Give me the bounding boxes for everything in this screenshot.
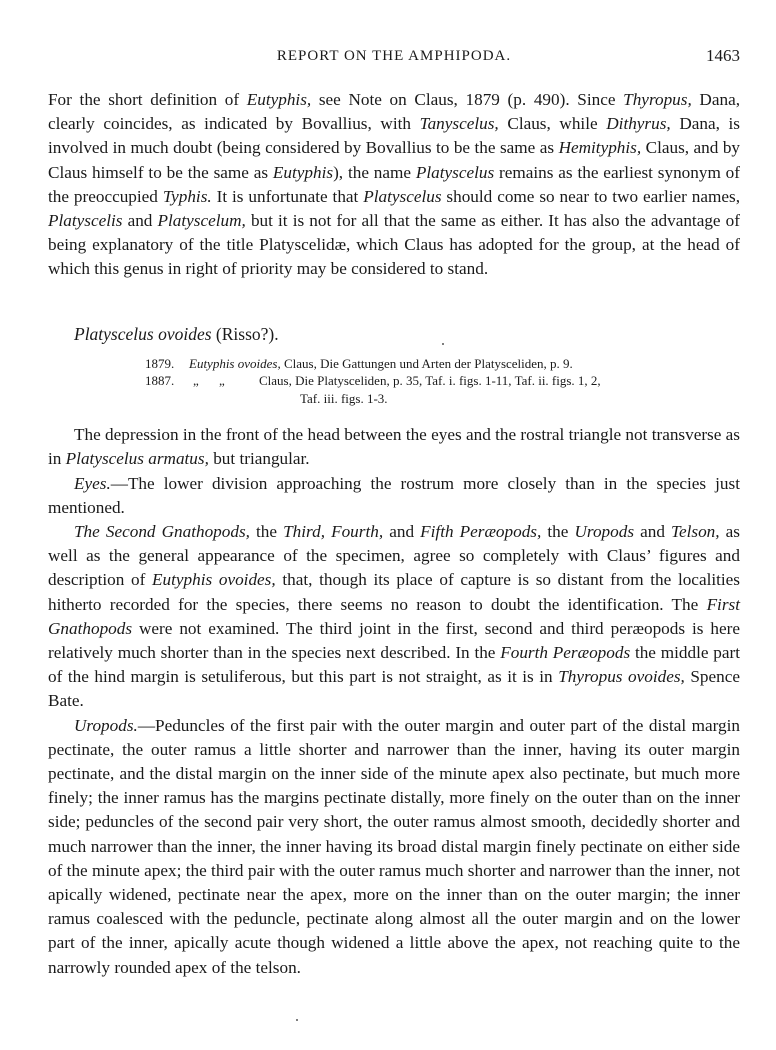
intro-paragraph	[48, 88, 740, 282]
page	[48, 40, 740, 980]
section-label: Telson,	[671, 521, 720, 541]
intro-text: Claus, while	[498, 114, 607, 134]
taxon-name: Platyscelus	[415, 162, 495, 182]
intro-text: but it is not for all that the same as either. It has also the advantage of being explanatory of the title Platyscelidæ, which Claus has adopted for the group, at the head of which this genus in right of priority may be considered to stand.	[48, 211, 740, 279]
section-label: Fifth Peræopods,	[420, 521, 542, 541]
gnathopods-paragraph	[48, 520, 740, 714]
intro-text: see Note on Claus, 1879 (p. 490). Since	[311, 90, 624, 109]
taxon-name: Platyscelum,	[157, 211, 246, 231]
description-text: the middle part of the hind margin is setuliferous, but this part is not straight, as it is in	[48, 642, 740, 687]
section-label: Fourth Peræopods	[500, 642, 631, 662]
species-heading	[48, 324, 740, 345]
description-text: as well as the general appearance of the specimen, agree so completely with Claus’ figures and description of	[48, 521, 740, 590]
taxon-name: Typhis.	[162, 186, 212, 206]
intro-text: remains as the earliest synonym of the preoccupied	[48, 162, 740, 206]
synonymy-year: 1879.	[145, 355, 175, 371]
intro-text: ), the name	[333, 162, 416, 182]
taxon-name: Platyscelis	[48, 211, 123, 231]
description-text: —Peduncles of the first pair with the outer margin and outer part of the distal margin pectinate, the outer ramus a little shorter and narrower than the inner, having its outer margin pectinate, and the distal margin on the inner side of the minute apex also pectinate, but much more finely; the inner ramus has the margins pectinate distally, more finely on the outer than on the inner side; peduncles of the second pair very short, the outer ramus almost smooth, decidedly shorter and much narrower than the inner, the inner having its broad distal margin finely pectinate on either side of the minute apex; the third pair with the outer ramus much shorter and narrower than the inner, not apically widened, pectinate near the apex, more on the inner than on the outer margin; the inner ramus coalesced with the peduncle, pectinate along almost all the outer margin and on the lower part of the inner, apically acute though widened a little above the apex, not reaching quite to the narrowly rounded apex of the telson.	[48, 715, 740, 977]
taxon-name: Thyropus ovoides,	[558, 667, 685, 687]
description-text: were not examined. The third joint in the first, second and third peræopods is here relatively much shorter than in the species next described. In the	[48, 618, 740, 662]
intro-text: and	[122, 211, 158, 231]
intro-text: Claus, and by Claus himself to be the same as	[48, 138, 741, 182]
description-text: —The lower division approaching the rostrum more closely than in the species just mentioned.	[48, 473, 740, 517]
intro-text: Dana, is involved in much doubt (being considered by Bovallius to be the same as	[48, 114, 740, 158]
synonymy-entry	[145, 355, 740, 373]
synonymy-citation: Claus, Die Platysceliden, p. 35, Taf. i. figs. 1-11, Taf. ii. figs. 1, 2,	[259, 373, 601, 389]
intro-text: should come so near to two earlier names,	[441, 186, 741, 206]
taxon-name: Thyropus,	[623, 90, 692, 109]
section-label: The Second Gnathopods,	[74, 521, 250, 541]
taxon-name: Dithyrus,	[606, 114, 671, 134]
species-description	[48, 423, 740, 980]
description-text: and	[383, 521, 421, 541]
synonymy-name: Eutyphis ovoides,	[189, 355, 281, 371]
taxon-name: Platyscelus armatus,	[65, 449, 209, 469]
section-label: Uropods.	[74, 715, 138, 735]
running-head	[48, 40, 740, 68]
synonymy-year: 1887.	[145, 373, 175, 389]
taxon-name: Eutyphis,	[246, 90, 312, 109]
section-label: Eyes.	[74, 473, 111, 493]
intro-text: For the short definition of	[48, 90, 247, 109]
synonymy-citation-continued: Taf. iii. figs. 1-3.	[300, 390, 388, 406]
eyes-paragraph	[48, 472, 740, 520]
print-speck	[442, 343, 444, 345]
taxon-name: Eutyphis	[272, 162, 334, 182]
uropods-paragraph	[48, 714, 740, 980]
taxon-name: Hemityphis,	[558, 138, 642, 158]
running-title: REPORT ON THE AMPHIPODA.	[276, 48, 512, 64]
description-text: the	[249, 521, 284, 541]
description-text: The depression in the front of the head between the eyes and the rostral triangle not transverse as in	[48, 425, 740, 469]
species-author: (Risso?).	[211, 323, 279, 344]
section-label: Third, Fourth,	[283, 521, 384, 541]
description-text: but triangular.	[208, 449, 310, 469]
description-text: Spence Bate.	[48, 667, 740, 711]
section-label: Uropods	[574, 521, 635, 541]
description-text: that, though its place of capture is so distant from the localities hitherto recorded for the species, there seems no reason to doubt the identification. The	[48, 570, 740, 614]
synonymy-reference	[189, 355, 740, 373]
taxon-name: Platyscelus	[363, 186, 442, 206]
page-number: 1463	[706, 46, 740, 65]
description-text: the	[541, 521, 575, 541]
section-label: First Gnathopods	[48, 594, 740, 638]
intro-text: Dana, clearly coincides, as indicated by Bovallius, with	[48, 90, 740, 134]
synonymy-entry	[145, 372, 740, 390]
ditto-mark: „	[219, 373, 225, 389]
taxon-name: Tanyscelus,	[419, 114, 499, 134]
synonymy-list	[145, 355, 740, 408]
species-name: Platyscelus ovoides	[74, 323, 212, 344]
synonymy-citation: Claus, Die Gattungen und Arten der Platysceliden, p. 9.	[280, 355, 573, 371]
ditto-mark: „	[193, 373, 199, 389]
depression-paragraph	[48, 423, 740, 471]
taxon-name: Eutyphis ovoides,	[152, 570, 276, 590]
print-speck	[296, 1019, 298, 1021]
description-text: and	[634, 521, 672, 541]
intro-text: It is unfortunate that	[211, 186, 364, 206]
